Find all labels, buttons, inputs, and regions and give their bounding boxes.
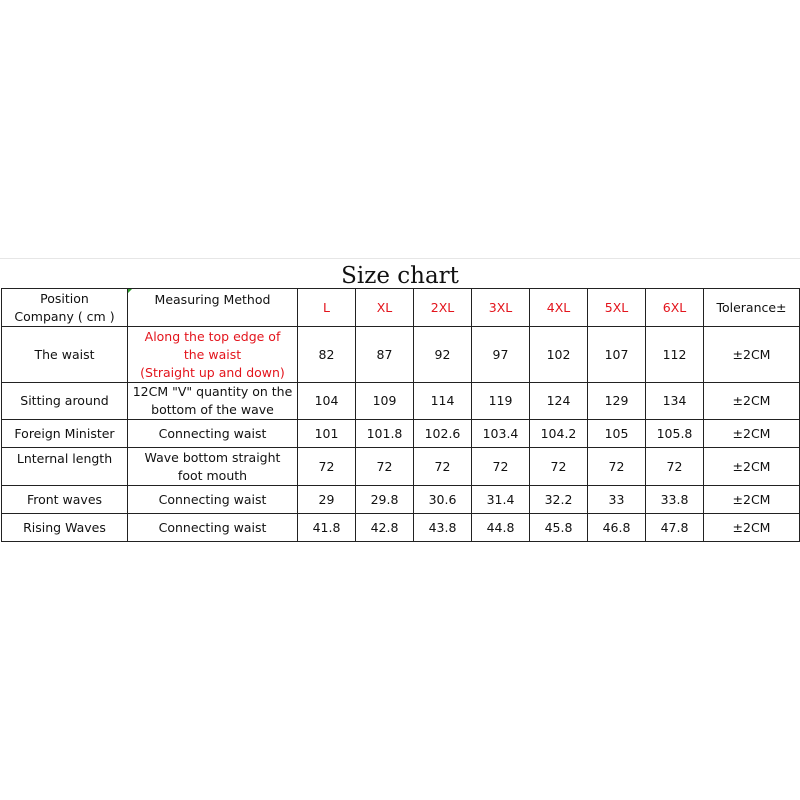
- method-line: Connecting waist: [158, 519, 267, 535]
- value-cell-xl: 72: [356, 448, 414, 486]
- position-cell: The waist: [2, 327, 128, 383]
- method-cell: [128, 383, 298, 420]
- value-cell-6xl: 72: [646, 448, 704, 486]
- value-cell-l: 104: [298, 383, 356, 420]
- header-tolerance: Tolerance±: [704, 289, 800, 327]
- value-cell-3xl: 97: [472, 327, 530, 383]
- row-internal-length: [2, 448, 800, 486]
- tolerance-cell: ±2CM: [704, 514, 800, 542]
- method-line: the waist: [183, 346, 242, 362]
- method-cell: [128, 486, 298, 514]
- value-cell-l: 72: [298, 448, 356, 486]
- header-method-label: Measuring Method: [154, 292, 271, 307]
- value-cell-3xl: 103.4: [472, 420, 530, 448]
- position-cell: Rising Waves: [2, 514, 128, 542]
- method-line: Along the top edge of: [144, 328, 281, 344]
- tolerance-cell: ±2CM: [704, 448, 800, 486]
- header-method: [128, 289, 298, 327]
- row-foreign-minister: [2, 420, 800, 448]
- header-size-4xl: 4XL: [530, 289, 588, 327]
- value-cell-3xl: 119: [472, 383, 530, 420]
- row-front-waves: [2, 486, 800, 514]
- value-cell-l: 29: [298, 486, 356, 514]
- header-row: [2, 289, 800, 327]
- value-cell-5xl: 105: [588, 420, 646, 448]
- value-cell-xl: 42.8: [356, 514, 414, 542]
- value-cell-l: 41.8: [298, 514, 356, 542]
- method-line: foot mouth: [177, 467, 248, 483]
- value-cell-3xl: 72: [472, 448, 530, 486]
- position-cell: Foreign Minister: [2, 420, 128, 448]
- row-the-waist: [2, 327, 800, 383]
- row-rising-waves: [2, 514, 800, 542]
- header-position: [2, 289, 128, 327]
- method-cell: [128, 327, 298, 383]
- value-cell-5xl: 46.8: [588, 514, 646, 542]
- value-cell-2xl: 114: [414, 383, 472, 420]
- method-line: (Straight up and down): [140, 364, 285, 380]
- header-position-line-1: Position: [40, 290, 89, 306]
- tolerance-cell: ±2CM: [704, 383, 800, 420]
- value-cell-2xl: 102.6: [414, 420, 472, 448]
- position-cell: Lnternal length: [2, 448, 128, 486]
- size-chart-table: [1, 288, 800, 542]
- value-cell-xl: 87: [356, 327, 414, 383]
- value-cell-2xl: 92: [414, 327, 472, 383]
- value-cell-4xl: 104.2: [530, 420, 588, 448]
- header-size-6xl: 6XL: [646, 289, 704, 327]
- value-cell-6xl: 112: [646, 327, 704, 383]
- value-cell-6xl: 134: [646, 383, 704, 420]
- header-size-2xl: 2XL: [414, 289, 472, 327]
- value-cell-2xl: 30.6: [414, 486, 472, 514]
- method-line: 12CM "V" quantity on the: [132, 384, 293, 399]
- value-cell-5xl: 107: [588, 327, 646, 383]
- header-size-5xl: 5XL: [588, 289, 646, 327]
- value-cell-6xl: 105.8: [646, 420, 704, 448]
- value-cell-4xl: 32.2: [530, 486, 588, 514]
- value-cell-xl: 109: [356, 383, 414, 420]
- row-sitting-around: [2, 383, 800, 420]
- method-cell: [128, 448, 298, 486]
- value-cell-6xl: 33.8: [646, 486, 704, 514]
- value-cell-xl: 29.8: [356, 486, 414, 514]
- value-cell-l: 101: [298, 420, 356, 448]
- header-size-3xl: 3XL: [472, 289, 530, 327]
- value-cell-4xl: 102: [530, 327, 588, 383]
- method-line: Wave bottom straight: [144, 449, 281, 465]
- header-position-line-2: Company ( cm ): [14, 308, 115, 324]
- corner-marker: [128, 289, 132, 293]
- value-cell-3xl: 44.8: [472, 514, 530, 542]
- top-divider: [0, 258, 800, 259]
- value-cell-4xl: 45.8: [530, 514, 588, 542]
- method-cell: [128, 514, 298, 542]
- tolerance-cell: ±2CM: [704, 420, 800, 448]
- value-cell-4xl: 124: [530, 383, 588, 420]
- value-cell-2xl: 43.8: [414, 514, 472, 542]
- value-cell-2xl: 72: [414, 448, 472, 486]
- header-size-l: L: [298, 289, 356, 327]
- page-title: Size chart: [341, 263, 459, 289]
- value-cell-l: 82: [298, 327, 356, 383]
- method-line: Connecting waist: [158, 425, 267, 441]
- method-cell: [128, 420, 298, 448]
- value-cell-5xl: 129: [588, 383, 646, 420]
- tolerance-cell: ±2CM: [704, 486, 800, 514]
- value-cell-5xl: 33: [588, 486, 646, 514]
- header-size-xl: XL: [356, 289, 414, 327]
- value-cell-5xl: 72: [588, 448, 646, 486]
- value-cell-xl: 101.8: [356, 420, 414, 448]
- value-cell-3xl: 31.4: [472, 486, 530, 514]
- value-cell-4xl: 72: [530, 448, 588, 486]
- position-cell: Front waves: [2, 486, 128, 514]
- method-line: bottom of the wave: [151, 402, 274, 417]
- position-cell: Sitting around: [2, 383, 128, 420]
- method-line: Connecting waist: [158, 491, 267, 507]
- tolerance-cell: ±2CM: [704, 327, 800, 383]
- value-cell-6xl: 47.8: [646, 514, 704, 542]
